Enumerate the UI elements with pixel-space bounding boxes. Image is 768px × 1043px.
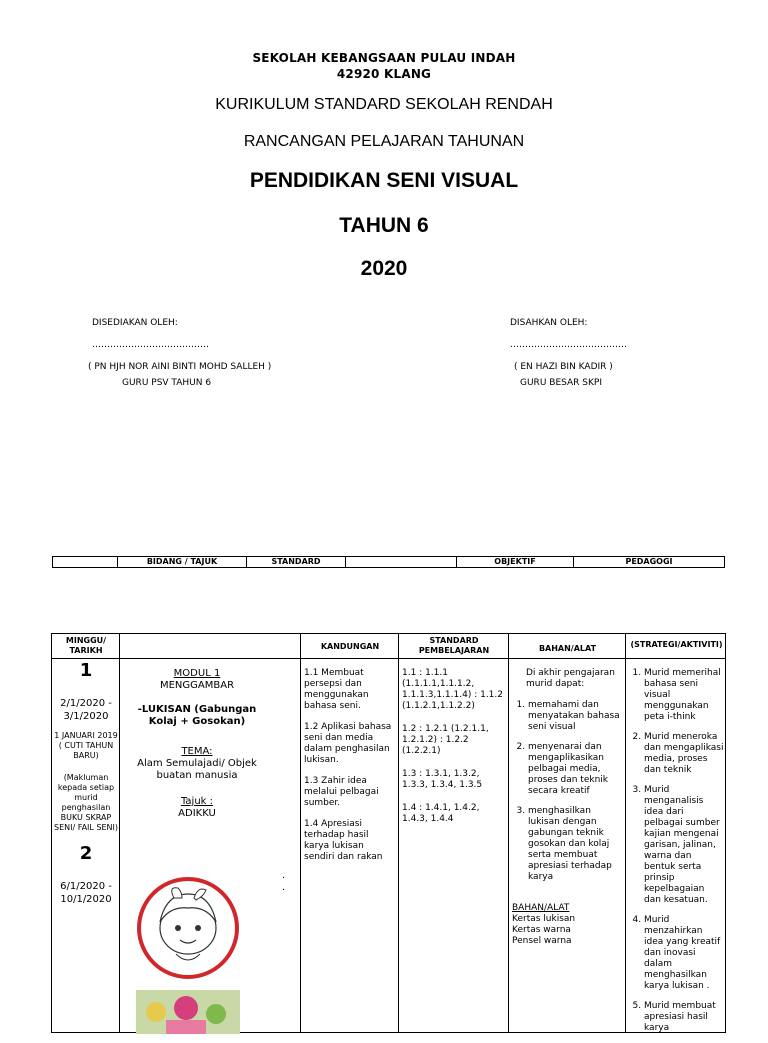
- strategi-item: 4. Murid menzahirkan idea yang kreatif dan inovasi dalam menghasilkan karya lukisan .: [644, 915, 724, 992]
- week-1-holiday: 1 JANUARI 2019 ( CUTI TAHUN BARU): [54, 731, 118, 760]
- strategi-list: [628, 668, 724, 1034]
- tajuk-text: ADIKKU: [178, 808, 216, 819]
- objektif-intro: Di akhir pengajaran murid dapat:: [526, 668, 615, 689]
- pembelajaran-item: 1.2 : 1.2.1 (1.2.1.1, 1.2.1.2) : 1.2.2 (1.2.2.1): [402, 724, 489, 756]
- header-pedagogi: PEDAGOGI: [625, 557, 673, 566]
- header-table: [52, 556, 725, 568]
- header-standard: STANDARD: [247, 557, 346, 567]
- modul-title: MODUL 1: [173, 668, 221, 679]
- prepared-role: GURU PSV TAHUN 6: [122, 378, 212, 388]
- tema-text: Alam Semulajadi/ Objek buatan manusia: [137, 758, 257, 781]
- objektif-item: 1. memahami dan menyatakan bahasa seni visual: [528, 700, 624, 733]
- pembelajaran-list: [402, 668, 506, 825]
- week-1-note: (Makluman kepada setiap murid penghasilan BUKU SKRAP SENI/ FAIL SENI): [54, 773, 119, 832]
- col-minggu: MINGGU/ TARIKH: [65, 636, 107, 655]
- pembelajaran-item: 1.1 : 1.1.1 (1.1.1.1,1.1.1.2, 1.1.1.3,1.1.1.4) : 1.1.2 (1.1.2.1,1.1.2.2): [402, 668, 503, 711]
- bahan-item: Pensel warna: [512, 936, 572, 946]
- school-postcode: 42920 KLANG: [336, 67, 432, 81]
- tema-label: TEMA:: [181, 746, 213, 757]
- header-objektif: OBJEKTIF: [457, 557, 574, 567]
- week-2-dates: 6/1/2020 - 10/1/2020: [60, 881, 112, 905]
- bahan-label: BAHAN/ALAT: [512, 903, 570, 913]
- strategi-item: 1. Murid memerihal bahasa seni visual menggunakan peta i-think: [644, 668, 724, 723]
- curriculum-title: KURIKULUM STANDARD SEKOLAH RENDAH: [215, 96, 553, 113]
- kandungan-list: [304, 668, 396, 863]
- approved-label: DISAHKAN OLEH:: [510, 318, 588, 328]
- week-1-number: 1: [79, 660, 93, 681]
- collage-thumbnail: [136, 990, 240, 1034]
- artwork-thumbnail: [136, 876, 240, 980]
- col-pembelajaran: STANDARD PEMBELAJARAN: [418, 636, 490, 655]
- prepared-name: ( PN HJH NOR AINI BINTI MOHD SALLEH ): [88, 362, 272, 372]
- school-header: [0, 50, 768, 82]
- school-name: SEKOLAH KEBANGSAAN PULAU INDAH: [252, 51, 516, 65]
- plan-title: RANCANGAN PELAJARAN TAHUNAN: [243, 133, 525, 150]
- strategi-item: 3. Murid menganalisis idea dari pelbagai sumber kajian mengenai garisan, jalinan, warna dan bentuk serta prinsip kepelbagaian dan kesatuan.: [644, 785, 724, 906]
- pembelajaran-item: 1.3 : 1.3.1, 1.3.2, 1.3.3, 1.3.4, 1.3.5: [402, 769, 483, 790]
- col-strategi: (STRATEGI/AKTIVITI): [630, 640, 723, 649]
- header-bidang: BIDANG / TAJUK: [118, 557, 247, 567]
- approved-role: GURU BESAR SKPI: [520, 378, 602, 388]
- topic-column: [122, 668, 272, 820]
- bahan-item: Kertas lukisan: [512, 914, 576, 924]
- prepared-label: DISEDIAKAN OLEH:: [92, 318, 178, 328]
- strategi-item: 5. Murid membuat apresiasi hasil karya: [644, 1001, 724, 1034]
- col-bahan: BAHAN/ALAT: [538, 644, 597, 653]
- approved-dots: …………………………………: [510, 340, 627, 350]
- kandungan-item: 1.1 Membuat persepsi dan menggunakan bahasa seni.: [304, 668, 369, 711]
- bahan-item: Kertas warna: [512, 925, 571, 935]
- col-kandungan: KANDUNGAN: [320, 642, 380, 651]
- kandungan-item: 1.2 Aplikasi bahasa seni dan media dalam penghasilan lukisan.: [304, 722, 392, 765]
- approved-name: ( EN HAZI BIN KADIR ): [514, 362, 613, 372]
- grade-title: TAHUN 6: [339, 214, 429, 237]
- week-2-number: 2: [79, 843, 93, 864]
- lukisan-title: -LUKISAN (Gabungan Kolaj + Gosokan): [137, 704, 257, 727]
- kandungan-item: 1.4 Apresiasi terhadap hasil karya lukisan sendiri dan rakan: [304, 819, 383, 862]
- kandungan-item: 1.3 Zahir idea melalui pelbagai sumber.: [304, 776, 379, 808]
- strategi-column: [628, 668, 724, 1043]
- dots-decoration: . .: [282, 870, 286, 893]
- objektif-item: 3. menghasilkan lukisan dengan gabungan teknik gosokan dan kolaj serta membuat apresiasi terhadap karya: [528, 806, 624, 883]
- strategi-item: 2. Murid meneroka dan mengaplikasi media, proses dan teknik: [644, 732, 724, 776]
- objektif-column: [512, 668, 624, 947]
- objektif-item: 2. menyenarai dan mengaplikasikan pelbagai media, proses dan teknik secara kreatif: [528, 742, 624, 797]
- year-title: 2020: [360, 257, 408, 280]
- menggambar-title: MENGGAMBAR: [159, 680, 235, 691]
- week-1-dates: 2/1/2020 - 3/1/2020: [60, 698, 112, 722]
- subject-title: PENDIDIKAN SENI VISUAL: [249, 169, 519, 192]
- prepared-dots: …………………………………: [92, 340, 209, 350]
- tajuk-label: Tajuk :: [180, 796, 214, 807]
- lesson-table: [51, 633, 726, 1033]
- pembelajaran-item: 1.4 : 1.4.1, 1.4.2, 1.4.3, 1.4.4: [402, 803, 480, 824]
- objektif-list: [512, 700, 624, 883]
- week-column: [54, 660, 118, 906]
